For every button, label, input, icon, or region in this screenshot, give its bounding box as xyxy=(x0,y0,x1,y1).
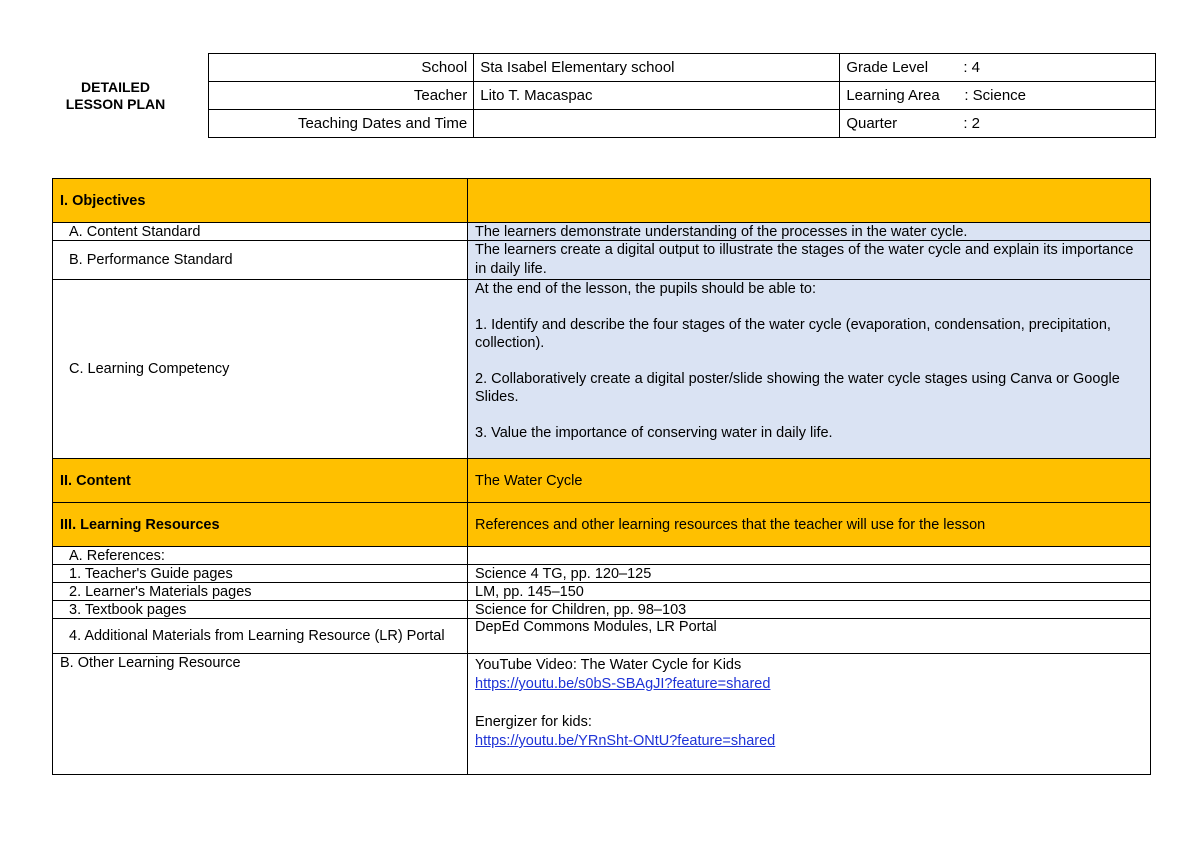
teachers-guide-value: Science 4 TG, pp. 120–125 xyxy=(468,565,1151,583)
competency-item-3: 3. Value the importance of conserving water in daily life. xyxy=(475,425,833,441)
additional-materials-row xyxy=(53,619,1151,654)
objectives-section-row xyxy=(53,179,1151,223)
learning-competency-label: C. Learning Competency xyxy=(53,280,468,459)
document-title xyxy=(58,79,173,113)
learning-area-value: : Science xyxy=(964,87,1027,104)
other-resources-value xyxy=(468,654,1151,775)
header-row-school xyxy=(209,54,1156,82)
references-value xyxy=(468,547,1151,565)
energizer-link[interactable]: https://youtu.be/YRnSht-ONtU?feature=shared xyxy=(475,733,776,749)
learning-competency-value xyxy=(468,280,1151,459)
teacher-value: Lito T. Macaspac xyxy=(474,82,840,110)
textbook-label: 3. Textbook pages xyxy=(53,601,468,619)
content-standard-row xyxy=(53,223,1151,241)
energizer-title: Energizer for kids: xyxy=(475,714,592,730)
performance-standard-row xyxy=(53,241,1151,280)
content-section-row xyxy=(53,459,1151,503)
grade-level-value: : 4 xyxy=(963,59,980,76)
teachers-guide-label: 1. Teacher's Guide pages xyxy=(53,565,468,583)
dates-label: Teaching Dates and Time xyxy=(209,110,474,138)
learners-materials-label: 2. Learner's Materials pages xyxy=(53,583,468,601)
other-resources-row xyxy=(53,654,1151,775)
content-standard-label: A. Content Standard xyxy=(53,223,468,241)
teachers-guide-row xyxy=(53,565,1151,583)
header-row-dates xyxy=(209,110,1156,138)
objectives-heading-value xyxy=(468,179,1151,223)
quarter-cell xyxy=(840,110,1156,138)
learning-area-label: Learning Area xyxy=(846,87,940,104)
grade-level-cell xyxy=(840,54,1156,82)
school-value: Sta Isabel Elementary school xyxy=(474,54,840,82)
references-row xyxy=(53,547,1151,565)
quarter-value: : 2 xyxy=(963,115,980,132)
learners-materials-row xyxy=(53,583,1151,601)
dates-value xyxy=(474,110,840,138)
textbook-value: Science for Children, pp. 98–103 xyxy=(468,601,1151,619)
learning-competency-row xyxy=(53,280,1151,459)
quarter-label: Quarter xyxy=(846,115,898,132)
resources-heading-value: References and other learning resources that the teacher will use for the lesson xyxy=(468,503,1151,547)
title-line-1: DETAILED xyxy=(81,79,150,95)
video-title: YouTube Video: The Water Cycle for Kids xyxy=(475,657,742,673)
competency-item-2: 2. Collaboratively create a digital poster/slide showing the water cycle stages using Canva or Google Slides. xyxy=(475,371,1120,405)
content-value: The Water Cycle xyxy=(468,459,1151,503)
grade-level-label: Grade Level xyxy=(846,59,929,76)
content-heading: II. Content xyxy=(53,459,468,503)
lesson-plan-table xyxy=(52,178,1151,775)
performance-standard-value: The learners create a digital output to illustrate the stages of the water cycle and explain its importance in daily life. xyxy=(468,241,1151,280)
performance-standard-label: B. Performance Standard xyxy=(53,241,468,280)
learners-materials-value: LM, pp. 145–150 xyxy=(468,583,1151,601)
content-standard-value: The learners demonstrate understanding of the processes in the water cycle. xyxy=(468,223,1151,241)
additional-materials-label: 4. Additional Materials from Learning Resource (LR) Portal xyxy=(53,619,468,654)
header-info-table xyxy=(208,53,1156,138)
learning-area-cell xyxy=(840,82,1156,110)
competency-intro: At the end of the lesson, the pupils should be able to: xyxy=(475,281,816,297)
teacher-label: Teacher xyxy=(209,82,474,110)
objectives-heading: I. Objectives xyxy=(53,179,468,223)
header-row-teacher xyxy=(209,82,1156,110)
video-link[interactable]: https://youtu.be/s0bS-SBAgJI?feature=shared xyxy=(475,676,771,692)
additional-materials-value: DepEd Commons Modules, LR Portal xyxy=(468,619,1151,654)
other-resources-label: B. Other Learning Resource xyxy=(53,654,468,775)
school-label: School xyxy=(209,54,474,82)
title-line-2: LESSON PLAN xyxy=(65,96,166,112)
textbook-row xyxy=(53,601,1151,619)
resources-section-row xyxy=(53,503,1151,547)
references-label: A. References: xyxy=(53,547,468,565)
competency-item-1: 1. Identify and describe the four stages of the water cycle (evaporation, condensation, precipitation, collection). xyxy=(475,317,1111,351)
resources-heading: III. Learning Resources xyxy=(53,503,468,547)
